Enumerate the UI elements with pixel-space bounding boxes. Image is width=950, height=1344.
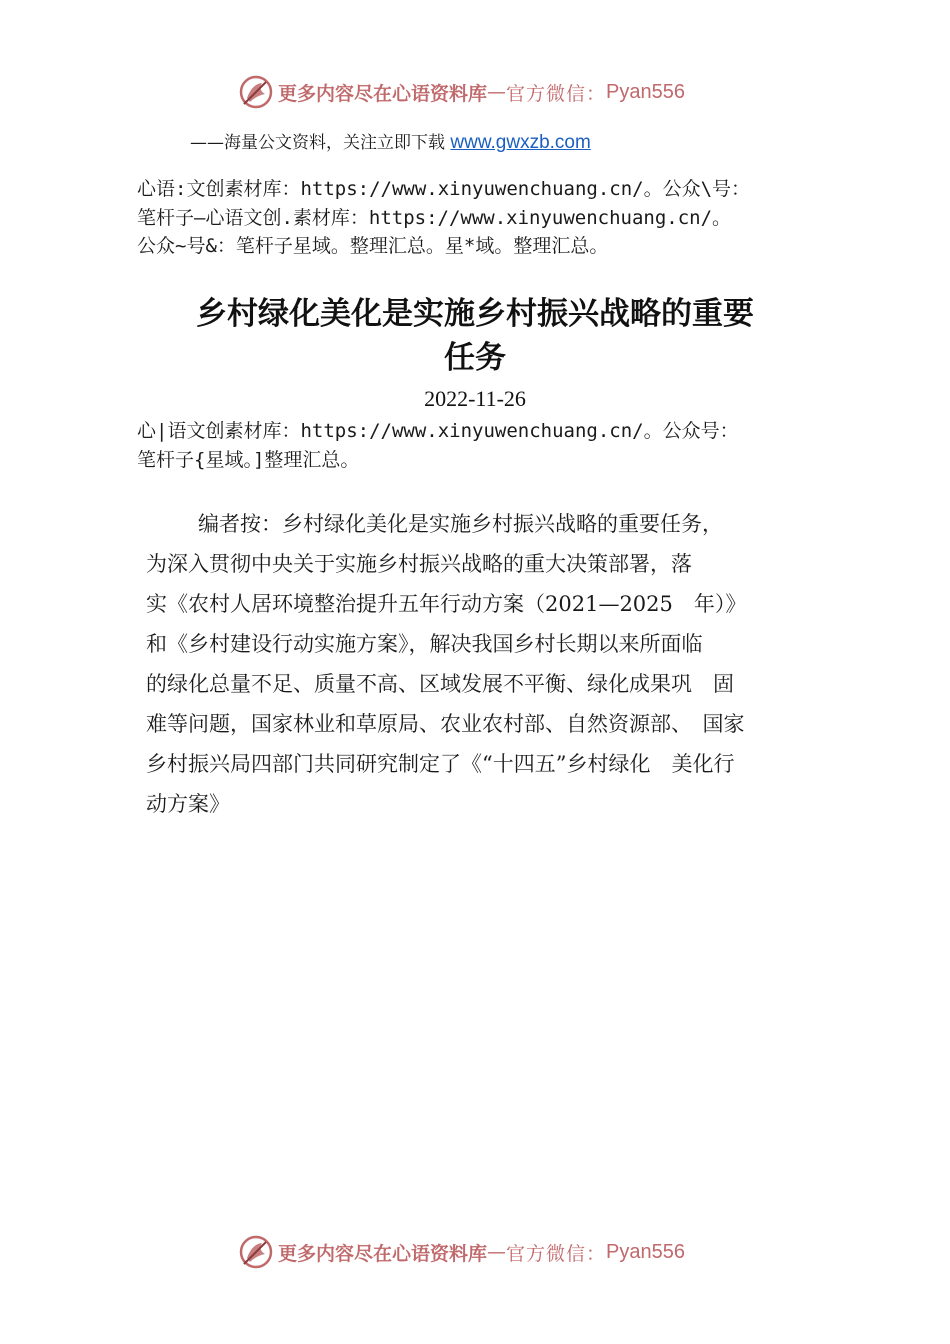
article-date: 2022-11-26 [424, 386, 526, 411]
body-line: 实《农村人居环境整治提升五年行动方案（2021—2025 年）》 [146, 592, 747, 616]
banner-wechat-label: 官方微信： [506, 1242, 607, 1265]
body-line: 的绿化总量不足、质量不高、区域发展不平衡、绿化成果巩 固 [146, 672, 734, 696]
body-line: 编者按：乡村绿化美化是实施乡村振兴战略的重要任务， [198, 512, 723, 536]
footer-banner [238, 1232, 758, 1272]
body-line: 动方案》 [146, 792, 230, 816]
download-notice-text: ——海量公文资料，关注立即下载 [190, 133, 451, 153]
title-line: 任务 [444, 340, 506, 376]
watermark-line: 心语:文创素材库：https://www.xinyuwenchuang.cn/。公众\号： [137, 178, 751, 200]
body-line: 难等问题，国家林业和草原局、农业农村部、自然资源部、 国家 [146, 712, 745, 736]
brand-logo-icon [238, 1234, 274, 1270]
watermark-block-top [137, 175, 837, 261]
banner-wechat-id: Pyan556 [606, 1240, 685, 1263]
watermark-block-mid [137, 417, 837, 474]
watermark-line: 公众~号&：笔杆子星域。整理汇总。星*域。整理汇总。 [137, 235, 609, 257]
watermark-line: 笔杆子—心语文创.素材库：https://www.xinyuwenchuang.cn/。 [137, 206, 732, 229]
banner-text: 更多内容尽在心语资料库 [278, 1242, 488, 1265]
body-line: 和《乡村建设行动实施方案》，解决我国乡村长期以来所面临 [146, 632, 703, 656]
article-body [146, 511, 846, 831]
article-title [100, 292, 850, 380]
body-line: 为深入贯彻中央关于实施乡村振兴战略的重大决策部署，落 [146, 552, 692, 576]
body-line: 乡村振兴局四部门共同研究制定了《“十四五”乡村绿化 美化行 [146, 752, 735, 776]
download-notice [190, 128, 750, 154]
watermark-line: 笔杆子{星域。]整理汇总。 [137, 448, 360, 471]
banner-dash: — [487, 1241, 507, 1263]
watermark-line: 心|语文创素材库：https://www.xinyuwenchuang.cn/。公众号： [137, 420, 739, 442]
title-line: 乡村绿化美化是实施乡村振兴战略的重要 [196, 296, 754, 332]
header-banner [238, 72, 758, 112]
banner-dash: — [487, 81, 507, 103]
brand-logo-icon [238, 74, 274, 110]
banner-wechat-id: Pyan556 [606, 80, 685, 103]
banner-wechat-label: 官方微信： [506, 82, 607, 105]
site-link[interactable]: www.gwxzb.com [450, 132, 591, 153]
banner-text: 更多内容尽在心语资料库 [278, 82, 488, 105]
